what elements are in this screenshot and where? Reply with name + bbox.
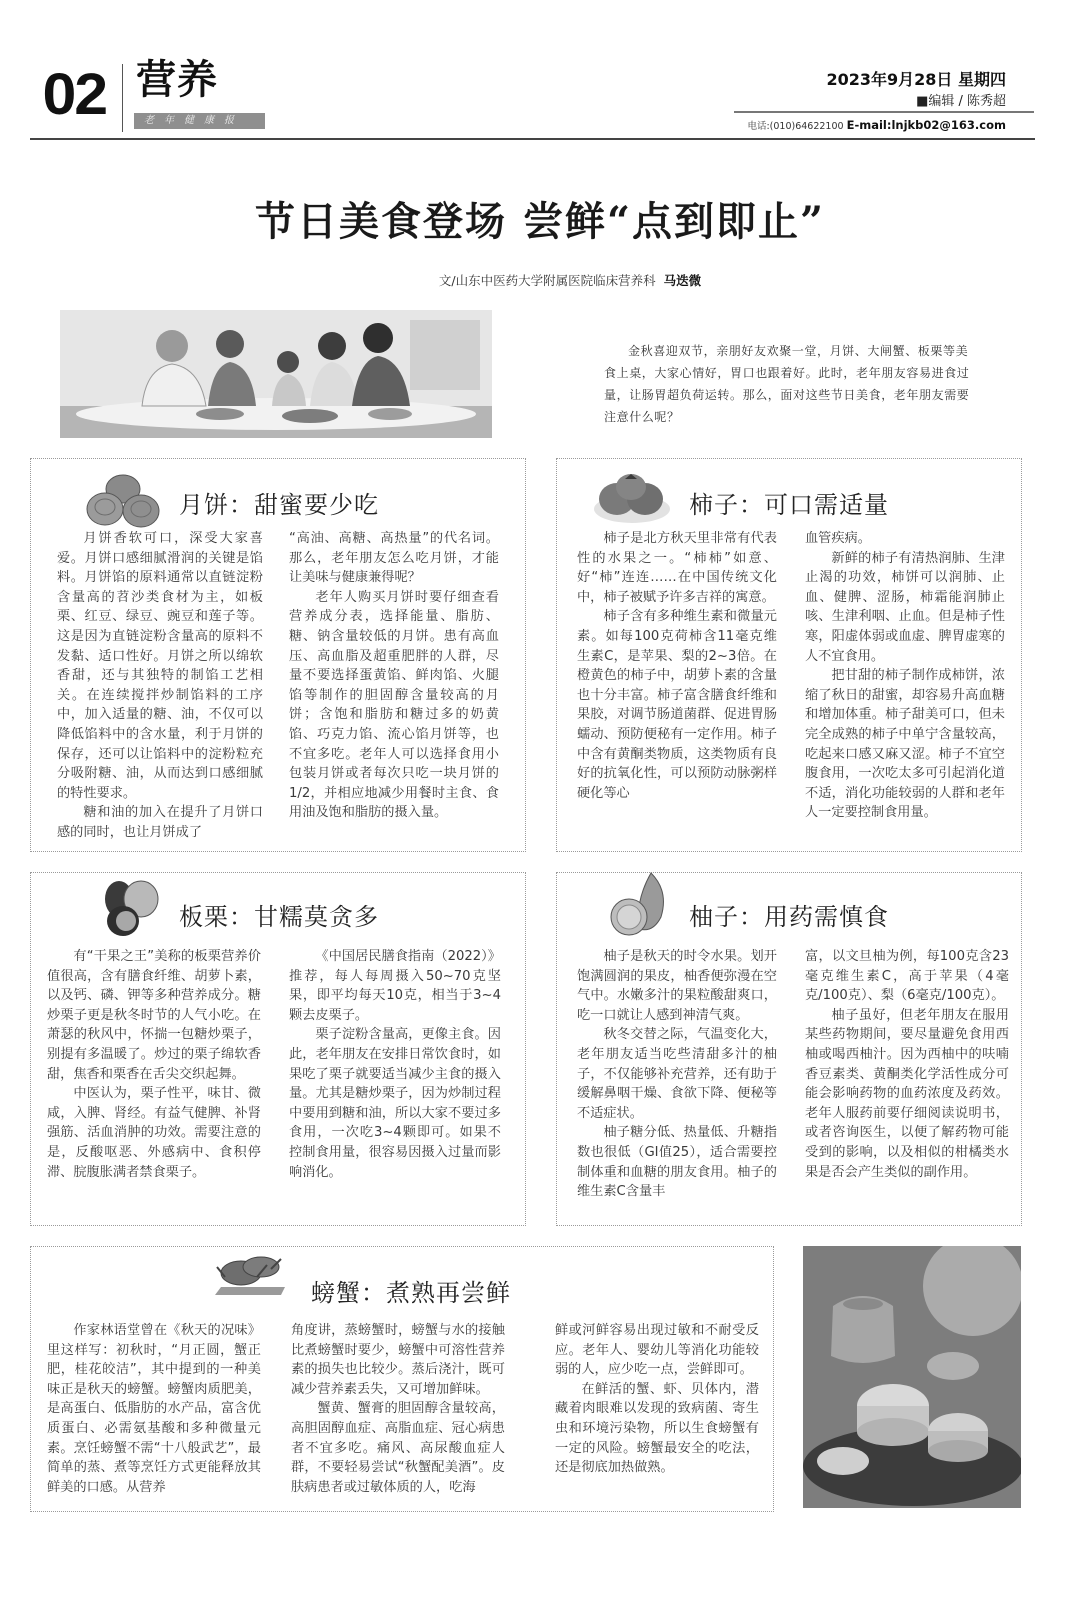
article-column (47, 1321, 261, 1497)
article-column (289, 529, 499, 823)
article-title: 柚子：用药需慎食 (689, 903, 889, 931)
article-column (555, 1321, 759, 1478)
article-column (47, 947, 261, 1182)
article-title: 月饼：甜蜜要少吃 (179, 491, 379, 519)
article-chestnut (30, 872, 526, 1226)
section-title: 营养 (136, 57, 218, 103)
paragraph: 作家林语堂曾在《秋天的况味》里这样写：初秋时，“月正圆，蟹正肥，桂花皎洁”，其中提到的一种美味正是秋天的螃蟹。螃蟹肉质肥美，是高蛋白、低脂肪的水产品，富含优质蛋白、必需氨基酸和多种微量元素。烹饪螃蟹不需“十八般武艺”，最简单的蒸、煮等烹饪方式更能释放其鲜美的口感。从营养 (47, 1323, 261, 1495)
persimmon-icon (587, 469, 677, 529)
article-column (577, 529, 777, 803)
paragraph: 有“干果之王”美称的板栗营养价值很高，含有膳食纤维、胡萝卜素，以及钙、磷、钾等多种营养成分。糖炒栗子更是秋冬时节的人气小吃。在萧瑟的秋风中，怀揣一包糖炒栗子，别提有多温暖了。炒过的栗子绵软香甜，焦香和栗香在舌尖交织起舞。 (47, 949, 261, 1082)
article-persimmon (556, 458, 1022, 852)
paragraph: 把甘甜的柿子制作成柿饼，浓缩了秋日的甜蜜，却容易升高血糖和增加体重。柿子甜美可口，但未完全成熟的柿子中单宁含量较高，吃起来口感又麻又涩。柿子不宜空腹食用，一次吃太多可引起消化道不适，消化功能较弱的人群和老年人一定要控制食用量。 (805, 668, 1005, 821)
paragraph: 秋冬交替之际，气温变化大，老年朋友适当吃些清甜多汁的柚子，不仅能够补充营养，还有助于缓解鼻咽干燥、食欲下降、便秘等不适症状。 (577, 1027, 777, 1121)
phone-label: 电话:(010)64622100 (747, 121, 844, 132)
article-mooncake (30, 458, 526, 852)
paragraph: 《中国居民膳食指南（2022）》推荐，每人每周摄入50~70克坚果，即平均每天10克，相当于3~4颗去皮栗子。 (289, 949, 501, 1023)
article-column (291, 1321, 505, 1497)
byline-author: 马迭微 (663, 273, 702, 288)
article-title: 柿子：可口需适量 (689, 491, 889, 519)
mooncake-tea-photo-icon (803, 1246, 1021, 1508)
intro-paragraph: 金秋喜迎双节，亲朋好友欢聚一堂，月饼、大闸蟹、板栗等美食上桌，大家心情好，胃口也跟着好。此时，老年朋友容易进食过量，让肠胃超负荷运转。那么，面对这些节日美食，老年朋友需要注意什么呢？ (604, 344, 970, 424)
article-column (577, 947, 777, 1202)
paragraph: 月饼香软可口，深受大家喜爱。月饼口感细腻滑润的关键是馅料。月饼馅的原料通常以直链淀粉含量高的苕沙类食材为主，如板栗、红豆、绿豆、豌豆和莲子等。这是因为直链淀粉含量高的原料不发黏、适口性好。月饼之所以绵软香甜，还与其独特的制馅工艺相关。在连续搅拌炒制馅料的工序中，加入适量的糖、油，不仅可以降低馅料中的含水量，利于月饼的保存，还可以让馅料中的淀粉粒充分吸附糖、油，从而达到口感细腻的特性要求。 (57, 531, 263, 801)
contact-info (747, 118, 1006, 132)
article-column (289, 947, 501, 1182)
paragraph: 在鲜活的蟹、虾、贝体内，潜藏着肉眼难以发现的致病菌、寄生虫和环境污染物，所以生食螃蟹有一定的风险。螃蟹最安全的吃法，还是彻底加热做熟。 (555, 1381, 759, 1476)
paragraph: 老年人购买月饼时要仔细查看营养成分表，选择能量、脂肪、糖、钠含量较低的月饼。患有高血压、高血脂及超重肥胖的人群，尽量不要选择蛋黄馅、鲜肉馅、火腿馅等制作的胆固醇含量较高的月饼；含饱和脂肪和糖过多的奶黄馅、巧克力馅、流心馅月饼等，也不宜多吃。老年人可以选择食用小包装月饼或者每次只吃一块月饼的1/2，并相应地减少用餐时主食、食用油及饱和脂肪的摄入量。 (289, 589, 499, 821)
crab-icon (211, 1251, 287, 1305)
mooncake-tea-photo (803, 1246, 1021, 1508)
paragraph: “高油、高糖、高热量”的代名词。那么，老年朋友怎么吃月饼，才能让美味与健康兼得呢？ (289, 531, 499, 586)
paragraph: 角度讲，蒸螃蟹时，螃蟹与水的接触比煮螃蟹时要少，螃蟹中可溶性营养素的损失也比较少。蒸后浇汁，既可减少营养素丢失，又可增加鲜味。 (291, 1323, 505, 1397)
mooncake-icon (85, 471, 163, 535)
paragraph: 柚子糖分低、热量低、升糖指数也很低（GI值25），适合需要控制体重和血糖的朋友食用。柚子的维生素C含量丰 (577, 1125, 777, 1200)
article-title: 板栗：甘糯莫贪多 (179, 903, 379, 931)
paragraph: 鲜或河鲜容易出现过敏和不耐受反应。老年人、婴幼儿等消化功能较弱的人，应少吃一点，尝鲜即可。 (555, 1323, 759, 1378)
paragraph: 新鲜的柿子有清热润肺、生津止渴的功效，柿饼可以润肺、止血、健脾、涩肠，柿霜能润肺止咳、生津利咽、止血。但是柿子性寒，阳虚体弱或血虚、脾胃虚寒的人不宜食用。 (805, 550, 1005, 664)
article-column (805, 947, 1009, 1182)
divider (122, 64, 123, 132)
paragraph: 柿子含有多种维生素和微量元素。如每100克荷柿含11毫克维生素C，是苹果、梨的2~3倍。在橙黄色的柿子中，胡萝卜素的含量也十分丰富。柿子富含膳食纤维和果胶，对调节肠道菌群、促进胃肠蠕动、预防便秘有一定作用。柿子中含有黄酮类物质，这类物质有良好的抗氧化性，可以预防动脉粥样硬化等心 (577, 609, 777, 801)
byline-affiliation: 文/山东中医药大学附属医院临床营养科 (438, 273, 656, 288)
byline (0, 271, 1080, 289)
article-title: 螃蟹：煮熟再尝鲜 (311, 1279, 511, 1307)
paragraph: 蟹黄、蟹膏的胆固醇含量较高，高胆固醇血症、高脂血症、冠心病患者不宜多吃。痛风、高尿酸血症人群，不要轻易尝试“秋蟹配美酒”。皮肤病患者或过敏体质的人，吃海 (291, 1401, 505, 1495)
paragraph: 栗子淀粉含量高，更像主食。因此，老年朋友在安排日常饮食时，如果吃了栗子就要适当减少主食的摄入量。尤其是糖炒栗子，因为炒制过程中要用到糖和油，所以大家不要过多食用，一次吃3~4颗即可。如果不控制食用量，很容易因摄入过量而影响消化。 (289, 1027, 501, 1180)
editor-credit: ■编辑 / 陈秀超 (916, 94, 1006, 109)
issue-date: 2023年9月28日 星期四 (826, 70, 1006, 89)
paragraph: 血管疾病。 (805, 531, 871, 546)
family-dinner-photo-icon (60, 310, 492, 438)
article-crab (30, 1246, 774, 1512)
paragraph: 柚子是秋天的时令水果。划开饱满圆润的果皮，柚香便弥漫在空气中。水嫩多汁的果粒酸甜爽口，吃一口就让人感到神清气爽。 (577, 949, 777, 1023)
article-column (805, 529, 1005, 823)
page-headline: 节日美食登场 尝鲜“点到即止” (255, 198, 825, 245)
paragraph: 中医认为，栗子性平，味甘、微咸，入脾、肾经。有益气健脾、补肾强筋、活血消肿的功效。需要注意的是，反酸呕恶、外感病中、食积停滞、脘腹胀满者禁食栗子。 (47, 1086, 261, 1180)
divider (734, 111, 1034, 113)
paragraph: 柿子是北方秋天里非常有代表性的水果之一。“柿柿”如意、好“柿”连连……在中国传统文化中，柿子被赋予许多吉祥的寓意。 (577, 531, 777, 605)
page-number: 02 (42, 62, 107, 127)
paragraph: 柚子虽好，但老年朋友在服用某些药物期间，要尽量避免食用西柚或喝西柚汁。因为西柚中的呋喃香豆素类、黄酮类化学活性成分可能会影响药物的血药浓度及药效。老年人服药前要仔细阅读说明书，或者咨询医生，以便了解药物可能受到的影响，以及相似的柑橘类水果是否会产生类似的副作用。 (805, 1007, 1009, 1180)
paragraph: 糖和油的加入在提升了月饼口感的同时，也让月饼成了 (57, 805, 263, 840)
article-pomelo (556, 872, 1022, 1226)
chestnut-icon (97, 877, 167, 943)
paper-name-tag: 老年健康报 (134, 113, 265, 129)
paragraph: 富，以文旦柚为例，每100克含23毫克维生素C，高于苹果（4毫克/100克）、梨（6毫克/100克）。 (805, 949, 1009, 1004)
pomelo-icon (609, 871, 671, 941)
family-dinner-photo (60, 310, 492, 438)
email-link[interactable]: E-mail:lnjkb02@163.com (846, 118, 1006, 132)
masthead-rule (30, 138, 1035, 140)
masthead (0, 0, 1080, 140)
article-column (57, 529, 263, 843)
